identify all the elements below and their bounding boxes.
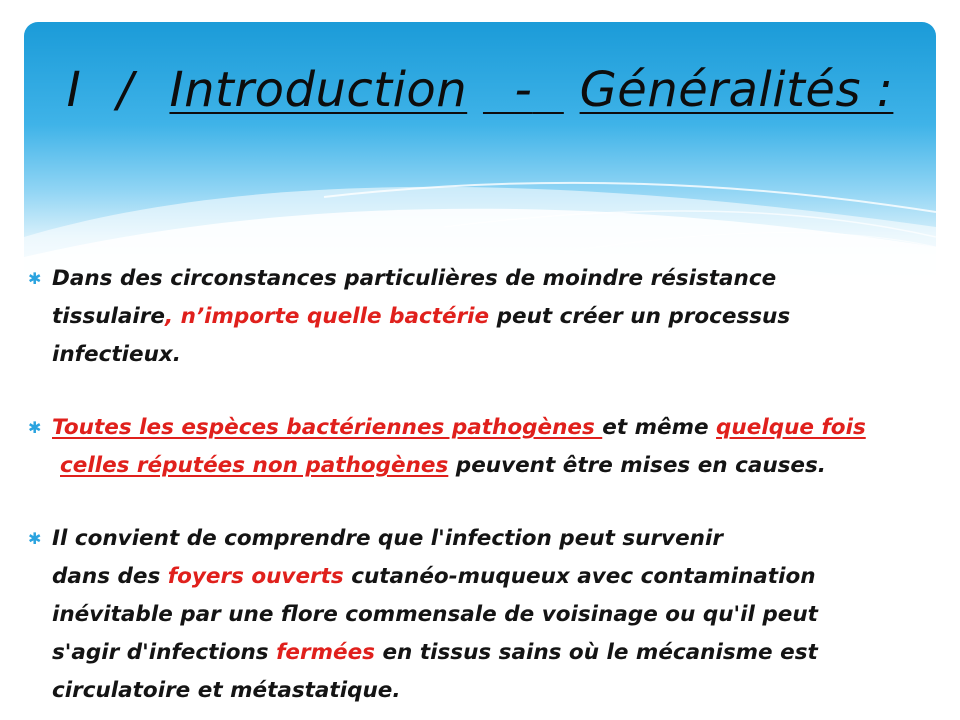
bullet-1-line-3: infectieux. [52, 342, 181, 367]
bullet-3-line-5: circulatoire et métastatique. [52, 678, 401, 703]
slide-body [26, 260, 941, 710]
bullet-item-3 [26, 520, 941, 710]
bullet-2-line-1: Toutes les espèces bactériennes pathogènes et même quelque fois [52, 415, 866, 440]
bullet-1-line-2: tissulaire, n’importe quelle bactérie peut créer un processus [52, 304, 791, 329]
title-separator: / [117, 62, 134, 118]
bullet-1-line-1: Dans des circonstances particulières de moindre résistance [52, 266, 777, 291]
highlight-open-foci: foyers ouverts [167, 564, 344, 589]
bullet-item-2 [26, 409, 941, 485]
highlight-any-bacteria: , n’importe quelle bactérie [164, 304, 490, 329]
highlight-sometimes: quelque fois [716, 415, 866, 440]
title-introduction: Introduction [169, 62, 468, 118]
bullet-2-line-2: celles réputées non pathogènes peuvent être mises en causes. [60, 453, 826, 478]
asterisk-bullet-icon: ✱ [28, 269, 42, 288]
bullet-3-line-1: Il convient de comprendre que l'infection peut survenir [52, 526, 723, 551]
highlight-non-pathogenic: celles réputées non pathogènes [60, 453, 449, 478]
bullet-3-line-2: dans des foyers ouverts cutanéo-muqueux avec contamination [52, 564, 816, 589]
asterisk-bullet-icon: ✱ [28, 418, 42, 437]
bullet-3-line-3: inévitable par une flore commensale de voisinage ou qu'il peut [52, 602, 818, 627]
asterisk-bullet-icon: ✱ [28, 529, 42, 548]
title-dash: - [514, 62, 533, 118]
highlight-pathogenic-species: Toutes les espèces bactériennes pathogènes [52, 415, 603, 440]
highlight-closed: fermées [276, 640, 375, 665]
bullet-item-1 [26, 260, 941, 374]
title-generalites: Généralités : [579, 62, 894, 118]
bullet-3-line-4: s'agir d'infections fermées en tissus sains où le mécanisme est [52, 640, 818, 665]
page-title [0, 62, 960, 118]
title-roman-numeral: I [66, 62, 82, 118]
